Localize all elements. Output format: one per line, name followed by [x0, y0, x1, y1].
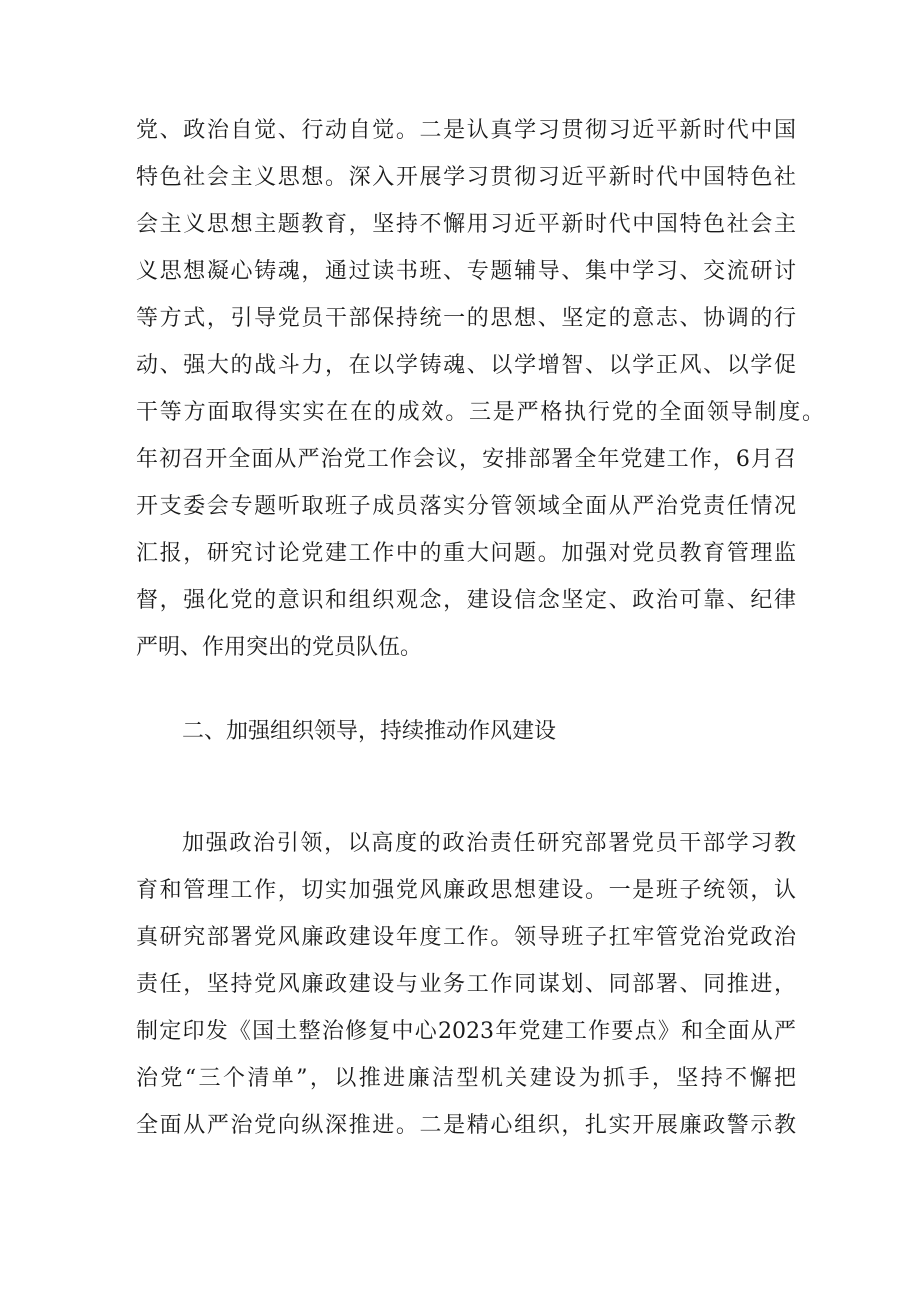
paragraph-2-line-1: 加强政治引领，以高度的政治责任研究部署党员干部学习教 [182, 831, 796, 856]
paragraph-1-line-6: 动、强大的战斗力，在以学铸魂、以学增智、以学正风、以学促 [136, 353, 796, 378]
paragraph-2-line-5: 制定印发《国土整治修复中心2023年党建工作要点》和全面从严 [136, 1019, 796, 1044]
paragraph-1-line-7: 干等方面取得实实在在的成效。三是严格执行党的全面领导制度。 [136, 400, 824, 425]
paragraph-1-line-4: 义思想凝心铸魂，通过读书班、专题辅导、集中学习、交流研讨 [136, 259, 796, 284]
paragraph-2-line-4: 责任，坚持党风廉政建设与业务工作同谋划、同部署、同推进， [136, 972, 796, 997]
paragraph-1-line-5: 等方式，引导党员干部保持统一的思想、坚定的意志、协调的行 [136, 306, 796, 331]
section-2-heading: 二、加强组织领导，持续推动作风建设 [182, 719, 557, 744]
paragraph-1-line-2: 特色社会主义思想。深入开展学习贯彻习近平新时代中国特色社 [136, 165, 796, 190]
paragraph-1-line-1: 党、政治自觉、行动自觉。二是认真学习贯彻习近平新时代中国 [136, 118, 796, 143]
paragraph-1-line-11: 督，强化党的意识和组织观念，建设信念坚定、政治可靠、纪律 [136, 588, 796, 613]
paragraph-2-line-3: 真研究部署党风廉政建设年度工作。领导班子扛牢管党治党政治 [136, 925, 796, 950]
paragraph-1-line-3: 会主义思想主题教育，坚持不懈用习近平新时代中国特色社会主 [136, 212, 796, 237]
paragraph-1-line-9: 开支委会专题听取班子成员落实分管领域全面从严治党责任情况 [136, 494, 796, 519]
paragraph-2-line-6: 治党“三个清单”，以推进廉洁型机关建设为抓手，坚持不懈把 [136, 1066, 796, 1091]
paragraph-1-line-12: 严明、作用突出的党员队伍。 [136, 635, 423, 660]
paragraph-2-line-7: 全面从严治党向纵深推进。二是精心组织，扎实开展廉政警示教 [136, 1113, 796, 1138]
paragraph-2-line-2: 育和管理工作，切实加强党风廉政思想建设。一是班子统领，认 [136, 878, 796, 903]
paragraph-1-line-10: 汇报，研究讨论党建工作中的重大问题。加强对党员教育管理监 [136, 541, 796, 566]
paragraph-1-line-8: 年初召开全面从严治党工作会议，安排部署全年党建工作，6月召 [136, 447, 796, 472]
